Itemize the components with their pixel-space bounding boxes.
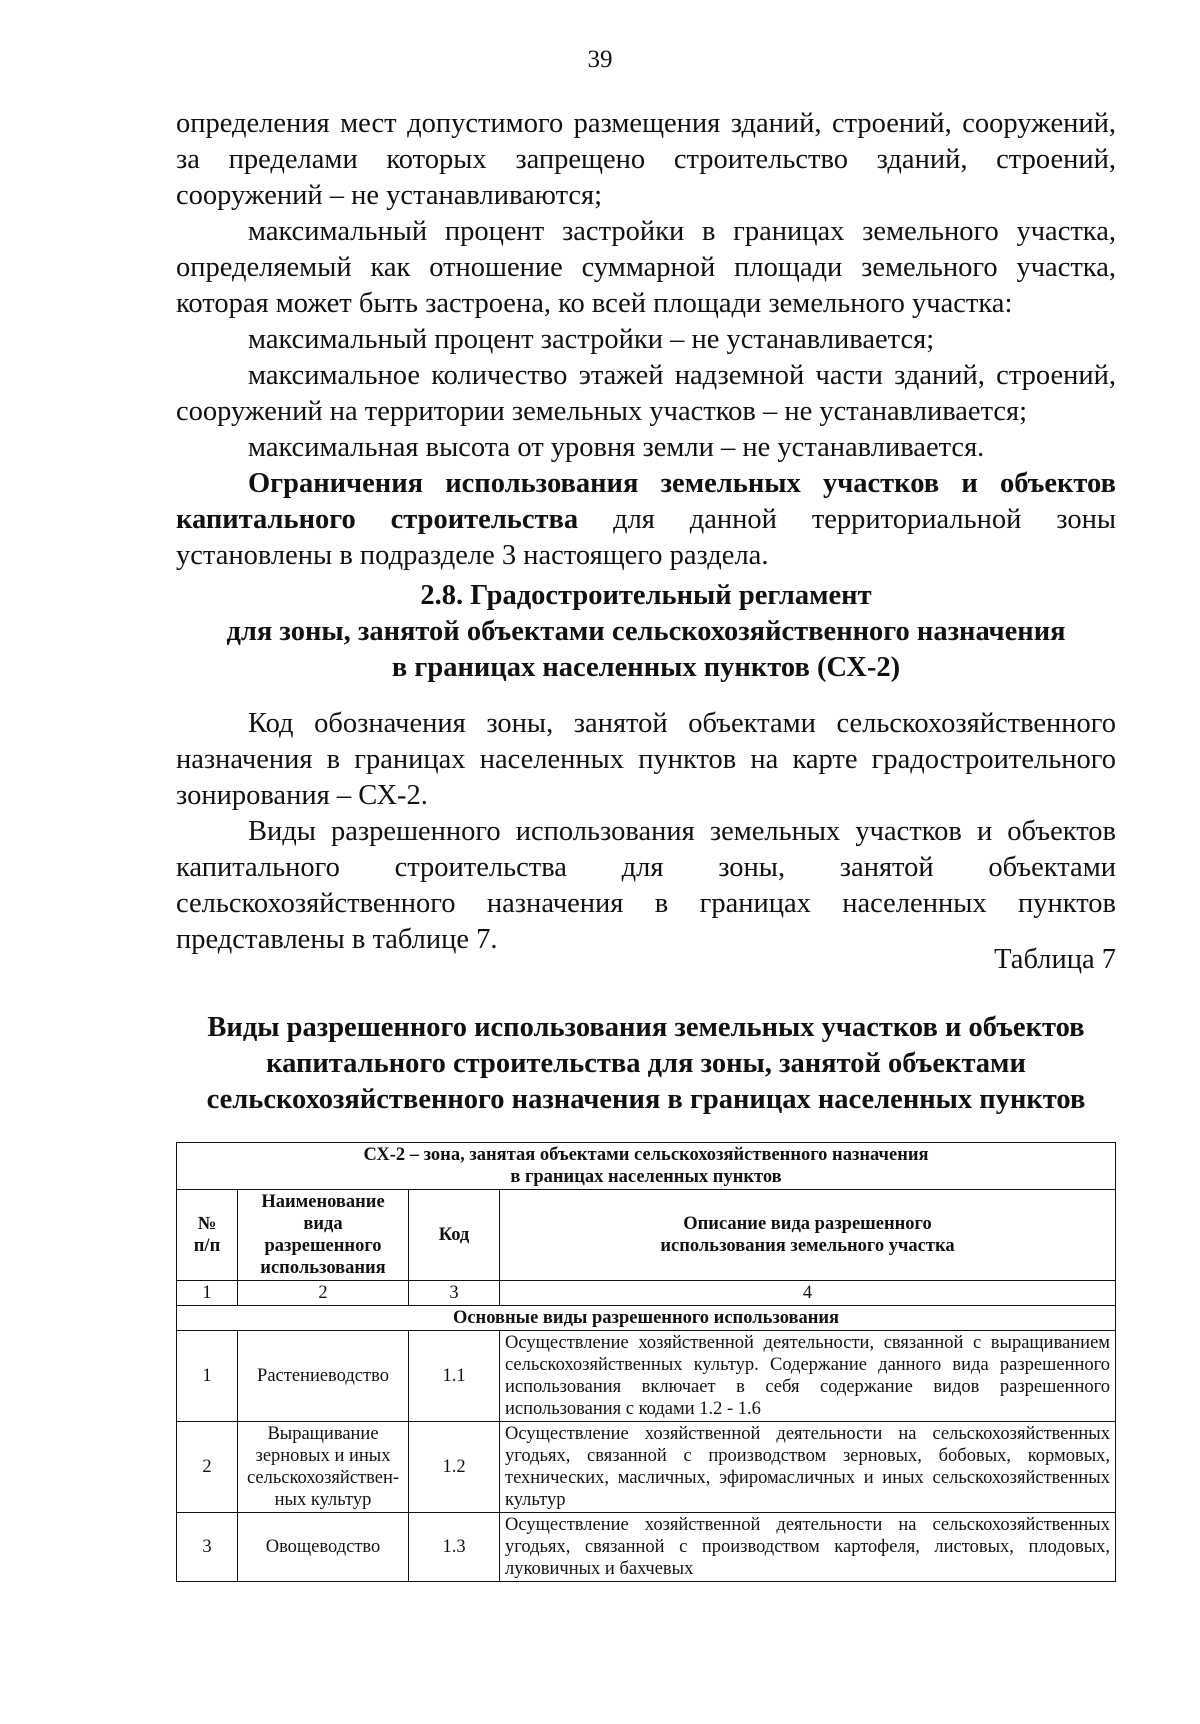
row-number: 1	[177, 1331, 238, 1422]
table-title-line: Виды разрешенного использования земельных участков и объектов	[207, 1012, 1085, 1043]
section-title	[176, 578, 1116, 686]
body-text-upper	[176, 106, 1116, 574]
header-number	[177, 1190, 238, 1281]
header-description	[500, 1190, 1116, 1281]
row-description: Осуществление хозяйственной деятельности, связанной с выращиванием сельскохозяйственных культур. Содержание данного вида разрешенного использования включает в себя содержание видов разрешенного использования с кодами 1.2 - 1.6	[500, 1331, 1116, 1422]
table-caption-line: в границах населенных пунктов	[510, 1167, 782, 1187]
column-index: 2	[238, 1281, 409, 1306]
page-number: 39	[587, 46, 613, 73]
paragraph: максимальный процент застройки в границах земельного участка, определяемый как отношение суммарной площади земельного участка, которая может быть застроена, ко всей площади земельного участка:	[176, 216, 1116, 319]
row-number: 3	[177, 1513, 238, 1582]
table-title	[176, 1010, 1116, 1118]
row-name: Овощеводство	[238, 1513, 409, 1582]
column-index-row	[177, 1281, 1116, 1306]
header-code	[409, 1190, 500, 1281]
table-title-line: сельскохозяйственного назначения в границах населенных пунктов	[206, 1084, 1086, 1115]
row-code: 1.1	[409, 1331, 500, 1422]
paragraph: Виды разрешенного использования земельных участков и объектов капитального строительства для зоны, занятой объектами сельскохозяйственного назначения в границах населенных пунктов представлены в таблице 7.	[176, 816, 1116, 955]
header-line: Код	[438, 1225, 470, 1245]
header-line: Описание вида разрешенного	[683, 1214, 932, 1234]
table-caption-cell	[177, 1143, 1116, 1190]
header-line: №	[197, 1214, 217, 1234]
paragraph: максимальный процент застройки – не устанавливается;	[248, 324, 935, 355]
section-title-line: 2.8. Градостроительный регламент	[420, 580, 872, 611]
group-row	[177, 1306, 1116, 1331]
header-line: использования	[260, 1258, 386, 1278]
row-description: Осуществление хозяйственной деятельности на сельскохозяйственных угодьях, связанной с производством зерновых, бобовых, кормовых, технических, масличных, эфиромасличных и иных сельскохозяйственных культур	[500, 1422, 1116, 1513]
restrictions-rest: для данной территориальной зоны установлены в подразделе 3 настоящего раздела.	[176, 504, 1116, 571]
group-header: Основные виды разрешенного использования	[177, 1306, 1116, 1331]
section-title-line: в границах населенных пунктов (СХ-2)	[391, 652, 901, 683]
land-use-table	[176, 1142, 1116, 1582]
header-line: использования земельного участка	[660, 1236, 955, 1256]
table-title-line: капитального строительства для зоны, занятой объектами	[266, 1048, 1026, 1079]
body-text-lower	[176, 706, 1116, 958]
header-line: п/п	[193, 1236, 221, 1256]
restrictions-paragraph	[176, 466, 1116, 574]
row-code: 1.3	[409, 1513, 500, 1582]
table-label: Таблица 7	[994, 944, 1116, 975]
header-line: вида разрешенного	[264, 1214, 382, 1256]
table-caption-line: СХ-2 – зона, занятая объектами сельскохозяйственного назначения	[363, 1145, 929, 1165]
row-description: Осуществление хозяйственной деятельности на сельскохозяйственных угодьях, связанной с производством картофеля, листовых, плодовых, луковичных и бахчевых	[500, 1513, 1116, 1582]
column-index: 4	[500, 1281, 1116, 1306]
row-name: Растениеводство	[238, 1331, 409, 1422]
paragraph: максимальная высота от уровня земли – не устанавливается.	[248, 432, 985, 463]
paragraph: Код обозначения зоны, занятой объектами сельскохозяйственного назначения в границах населенных пунктов на карте градостроительного зонирования – СХ-2.	[176, 708, 1116, 811]
table-header-row	[177, 1190, 1116, 1281]
paragraph: максимальное количество этажей надземной части зданий, строений, сооружений на территории земельных участков – не устанавливается;	[176, 360, 1116, 427]
row-name: Выращивание зерновых и иных сельскохозяйствен-ных культур	[238, 1422, 409, 1513]
row-number: 2	[177, 1422, 238, 1513]
paragraph: определения мест допустимого размещения зданий, строений, сооружений, за пределами которых запрещено строительство зданий, строений, сооружений – не устанавливаются;	[176, 108, 1116, 211]
table-row	[177, 1331, 1116, 1422]
table-caption-row	[177, 1143, 1116, 1190]
header-line: Наименование	[261, 1192, 385, 1212]
column-index: 3	[409, 1281, 500, 1306]
table-row	[177, 1422, 1116, 1513]
table-row	[177, 1513, 1116, 1582]
restrictions-bold: Ограничения использования земельных участков и объектов капитального строительства	[176, 468, 1116, 535]
section-title-line: для зоны, занятой объектами сельскохозяйственного назначения	[226, 616, 1066, 647]
row-code: 1.2	[409, 1422, 500, 1513]
header-use-name	[238, 1190, 409, 1281]
column-index: 1	[177, 1281, 238, 1306]
